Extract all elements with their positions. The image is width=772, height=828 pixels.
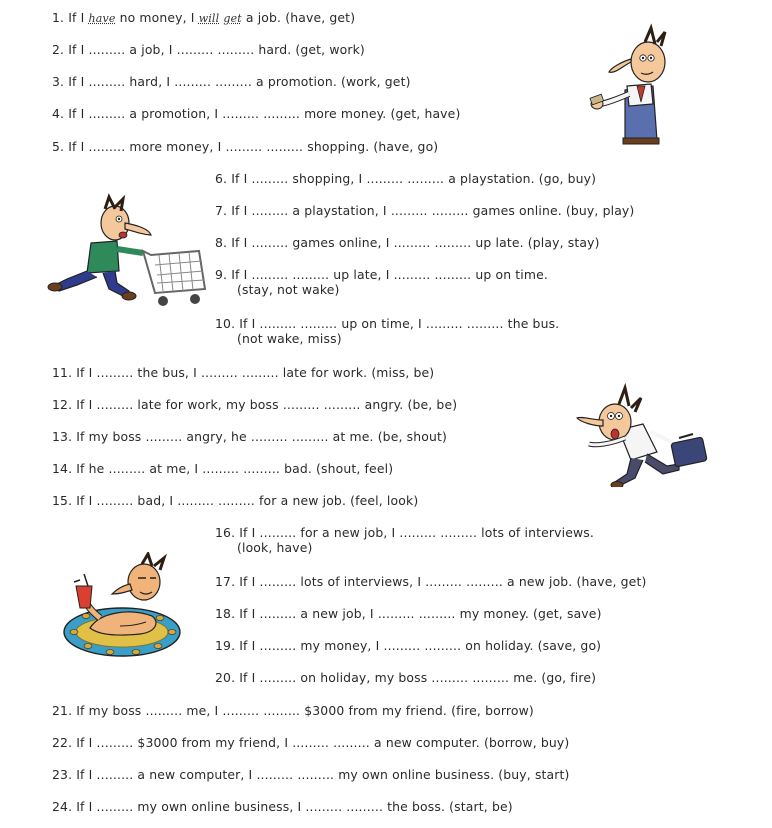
verb-hint: (stay, not wake) bbox=[237, 282, 340, 297]
sentence-text: If I ......... games online, I ......... ......... up late. (play, stay) bbox=[231, 235, 600, 250]
sentence-text: If I bbox=[68, 10, 89, 25]
sentence-text: If I ......... a new job, I ......... ......... my money. (get, save) bbox=[239, 606, 602, 621]
sentence-text: If my boss ......... angry, he ......... ......... at me. (be, shout) bbox=[76, 429, 447, 444]
line-number: 17. bbox=[215, 574, 236, 589]
exercise-line-3 bbox=[52, 74, 411, 89]
exercise-line-7 bbox=[215, 203, 634, 218]
man-on-pool-float-illustration bbox=[60, 552, 185, 660]
exercise-line-4 bbox=[52, 106, 460, 121]
line-number: 23. bbox=[52, 767, 73, 782]
line-number: 5. bbox=[52, 139, 65, 154]
exercise-line-9 bbox=[215, 267, 548, 297]
line-number: 16. bbox=[215, 525, 236, 540]
line-number: 19. bbox=[215, 638, 236, 653]
exercise-line-5 bbox=[52, 139, 438, 154]
running-man-briefcase-illustration bbox=[575, 382, 710, 487]
sentence-text: If I ......... ......... up on time, I ......... ......... the bus. bbox=[239, 316, 560, 331]
line-number: 8. bbox=[215, 235, 228, 250]
sentence-text: If I ......... hard, I ......... ......... a promotion. (work, get) bbox=[68, 74, 411, 89]
line-number: 20. bbox=[215, 670, 236, 685]
exercise-line-16 bbox=[215, 525, 594, 555]
sentence-text: If I ......... lots of interviews, I ......... ......... a new job. (have, get) bbox=[239, 574, 647, 589]
exercise-line-8 bbox=[215, 235, 600, 250]
line-number: 9. bbox=[215, 267, 228, 282]
exercise-line-20 bbox=[215, 670, 596, 685]
line-number: 12. bbox=[52, 397, 73, 412]
line-number: 11. bbox=[52, 365, 73, 380]
shopping-cart-man-illustration bbox=[47, 193, 209, 311]
line-number: 7. bbox=[215, 203, 228, 218]
line-number: 10. bbox=[215, 316, 236, 331]
sentence-text: no money, I bbox=[115, 10, 199, 25]
example-answer: get bbox=[223, 12, 242, 25]
sentence-text: If I ......... for a new job, I ......... ......... lots of interviews. bbox=[239, 525, 594, 540]
sentence-text: a job. (have, get) bbox=[241, 10, 356, 25]
exercise-line-21 bbox=[52, 703, 534, 718]
exercise-line-11 bbox=[52, 365, 434, 380]
sentence-text: If I ......... my own online business, I ......... ......... the boss. (start, be) bbox=[76, 799, 513, 814]
line-number: 2. bbox=[52, 42, 65, 57]
man-with-money-illustration bbox=[585, 22, 685, 147]
verb-hint: (not wake, miss) bbox=[237, 331, 342, 346]
exercise-line-2 bbox=[52, 42, 365, 57]
sentence-text: If I ......... bad, I ......... ......... for a new job. (feel, look) bbox=[76, 493, 419, 508]
sentence-text: If I ......... on holiday, my boss ......... ......... me. (go, fire) bbox=[239, 670, 597, 685]
example-answer: have bbox=[88, 12, 116, 25]
exercise-line-14 bbox=[52, 461, 393, 476]
sentence-text: If I ......... $3000 from my friend, I ......... ......... a new computer. (borrow, buy) bbox=[76, 735, 570, 750]
line-number: 15. bbox=[52, 493, 73, 508]
line-number: 21. bbox=[52, 703, 73, 718]
line-number: 4. bbox=[52, 106, 65, 121]
verb-hint: (look, have) bbox=[237, 540, 313, 555]
exercise-line-10 bbox=[215, 316, 559, 346]
line-number: 22. bbox=[52, 735, 73, 750]
sentence-text: If I ......... the bus, I ......... ......... late for work. (miss, be) bbox=[76, 365, 435, 380]
line-number: 18. bbox=[215, 606, 236, 621]
sentence-text: If I ......... my money, I ......... ......... on holiday. (save, go) bbox=[239, 638, 602, 653]
exercise-line-22 bbox=[52, 735, 569, 750]
sentence-text: If I ......... late for work, my boss ......... ......... angry. (be, be) bbox=[76, 397, 458, 412]
line-number: 6. bbox=[215, 171, 228, 186]
exercise-line-23 bbox=[52, 767, 570, 782]
exercise-line-1 bbox=[52, 10, 355, 26]
line-number: 1. bbox=[52, 10, 65, 25]
exercise-line-6 bbox=[215, 171, 596, 186]
exercise-line-12 bbox=[52, 397, 457, 412]
exercise-line-24 bbox=[52, 799, 513, 814]
sentence-text: If I ......... shopping, I ......... ......... a playstation. (go, buy) bbox=[231, 171, 597, 186]
exercise-line-19 bbox=[215, 638, 601, 653]
line-number: 24. bbox=[52, 799, 73, 814]
exercise-line-15 bbox=[52, 493, 418, 508]
line-number: 3. bbox=[52, 74, 65, 89]
line-number: 14. bbox=[52, 461, 73, 476]
sentence-text: If I ......... a job, I ......... ......... hard. (get, work) bbox=[68, 42, 365, 57]
exercise-line-18 bbox=[215, 606, 602, 621]
sentence-text: If I ......... more money, I ......... ......... shopping. (have, go) bbox=[68, 139, 439, 154]
example-answer: will bbox=[198, 12, 220, 25]
sentence-text: If I ......... a playstation, I ......... ......... games online. (buy, play) bbox=[231, 203, 635, 218]
sentence-text: If I ......... a new computer, I ......... ......... my own online business. (buy, start) bbox=[76, 767, 570, 782]
sentence-text: If my boss ......... me, I ......... ......... $3000 from my friend. (fire, borrow) bbox=[76, 703, 534, 718]
exercise-line-17 bbox=[215, 574, 646, 589]
sentence-text: If he ......... at me, I ......... ......... bad. (shout, feel) bbox=[76, 461, 394, 476]
sentence-text: If I ......... ......... up late, I ......... ......... up on time. bbox=[231, 267, 548, 282]
sentence-text: If I ......... a promotion, I ......... ......... more money. (get, have) bbox=[68, 106, 461, 121]
line-number: 13. bbox=[52, 429, 73, 444]
exercise-line-13 bbox=[52, 429, 447, 444]
